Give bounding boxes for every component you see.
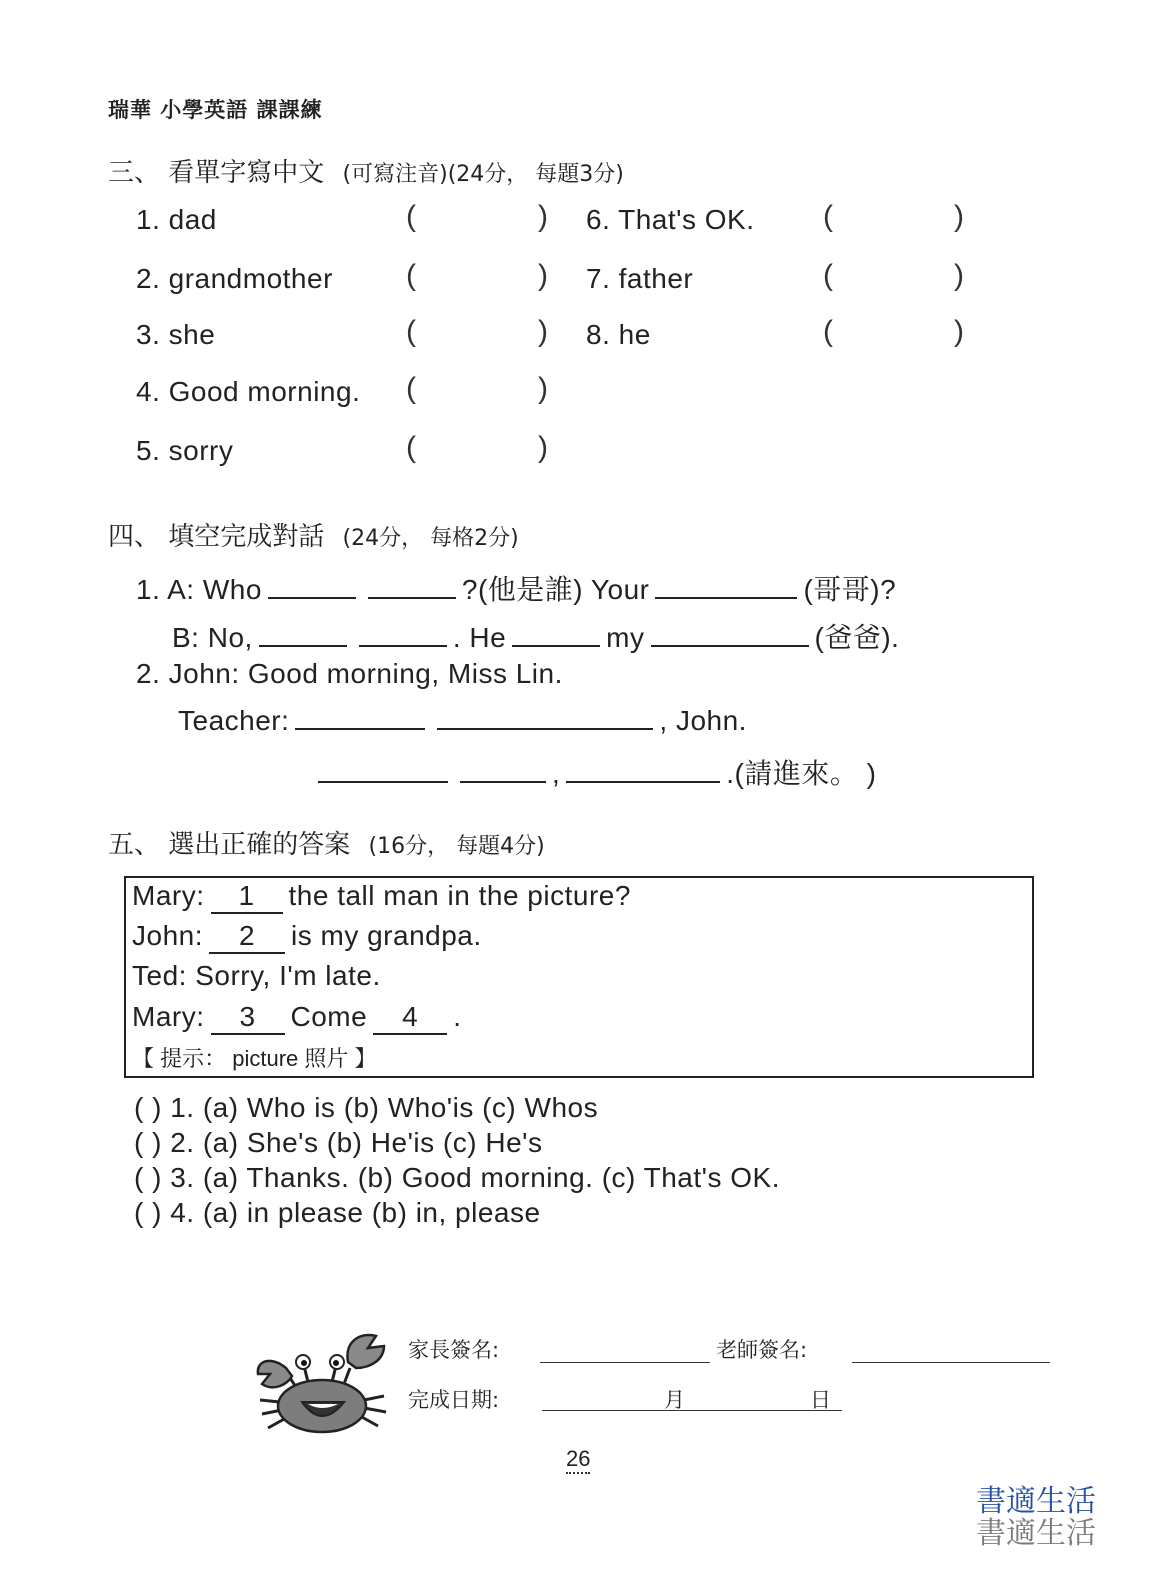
numbered-blank: 3 xyxy=(211,1001,285,1035)
fill-blank[interactable] xyxy=(259,621,347,647)
s4-q1-b-prefix: B: No, xyxy=(172,622,253,653)
s4-q1-b-suffix: (爸爸). xyxy=(814,622,900,653)
s3-item-8: 8. he xyxy=(586,319,651,350)
s3-item-6: 6. That's OK. xyxy=(586,204,755,235)
page-number: 26 xyxy=(566,1446,590,1474)
s4-q2-suffix: .(請進來。 ) xyxy=(726,758,877,789)
parent-signature-label: 家長簽名: xyxy=(408,1338,500,1362)
dialog-line-1 xyxy=(132,880,631,914)
answer-paren-open-3[interactable]: ( xyxy=(406,315,416,348)
section5-title: 五、 選出正確的答案 xyxy=(108,830,351,860)
section4-heading xyxy=(108,516,519,553)
dialog-text: . xyxy=(453,1001,462,1032)
teacher-signature-line[interactable] xyxy=(852,1362,1050,1363)
dialog-line-4 xyxy=(132,1001,461,1035)
answer-paren-open-2[interactable]: ( xyxy=(406,259,416,292)
fill-blank[interactable] xyxy=(295,704,425,730)
watermark-line-2: 書適生活 xyxy=(976,1516,1096,1551)
s4-q1-a-suffix: (哥哥)? xyxy=(803,574,897,605)
speaker: John: xyxy=(132,920,203,951)
fill-blank[interactable] xyxy=(655,573,797,599)
section4-note: (24分， 每格2分) xyxy=(342,526,519,551)
s3-item-4: 4. Good morning. xyxy=(136,376,361,407)
speaker: Mary: xyxy=(132,880,205,911)
section4-title: 四、 填空完成對話 xyxy=(108,522,325,552)
fill-blank[interactable] xyxy=(318,757,448,783)
fill-blank[interactable] xyxy=(460,757,546,783)
dialog-line-3: Ted: Sorry, I'm late. xyxy=(132,960,381,991)
day-label: 日 xyxy=(810,1388,831,1412)
section3-note: (可寫注音)(24分， 每題3分) xyxy=(342,162,624,187)
section3-title: 三、 看單字寫中文 xyxy=(108,158,325,188)
answer-paren-open-8[interactable]: ( xyxy=(823,315,833,348)
answer-paren-open-4[interactable]: ( xyxy=(406,372,416,405)
s4-q1-line-b xyxy=(172,616,899,656)
fill-blank[interactable] xyxy=(359,621,447,647)
teacher-signature-label: 老師簽名: xyxy=(716,1338,808,1362)
answer-paren-close-8: ) xyxy=(954,315,964,348)
s4-q2-line: 2. John: Good morning, Miss Lin. xyxy=(136,658,563,689)
dialog-text: is my grandpa. xyxy=(291,920,482,951)
fill-blank[interactable] xyxy=(368,573,456,599)
answer-paren-close-6: ) xyxy=(954,200,964,233)
crab-illustration xyxy=(252,1330,392,1434)
dialog-text: the tall man in the picture? xyxy=(288,880,631,911)
s3-item-2: 2. grandmother xyxy=(136,263,333,294)
s4-q2-teacher-line xyxy=(178,704,747,737)
s3-item-3: 3. she xyxy=(136,319,216,350)
s4-q1-b-my: my xyxy=(606,622,645,653)
book-title: 瑞華 小學英語 課課練 xyxy=(108,97,323,122)
s3-item-1: 1. dad xyxy=(136,204,217,235)
month-label: 月 xyxy=(664,1388,685,1412)
answer-paren-close-7: ) xyxy=(954,259,964,292)
s4-q2-last-line xyxy=(312,752,877,792)
numbered-blank: 2 xyxy=(209,920,285,954)
answer-paren-close-4: ) xyxy=(538,372,548,405)
dialog-hint: 【 提示： picture 照片 】 xyxy=(132,1046,377,1071)
s3-item-7: 7. father xyxy=(586,263,694,294)
mc-question-2[interactable]: ( ) 2. (a) She's (b) He'is (c) He's xyxy=(134,1127,543,1158)
section5-note: (16分， 每題4分) xyxy=(368,834,545,859)
fill-blank[interactable] xyxy=(651,621,809,647)
answer-paren-open-1[interactable]: ( xyxy=(406,200,416,233)
answer-paren-close-1: ) xyxy=(538,200,548,233)
s4-q2-teacher: Teacher: xyxy=(178,705,290,736)
numbered-blank: 4 xyxy=(373,1001,447,1035)
s3-item-5: 5. sorry xyxy=(136,435,234,466)
watermark-line-1: 書適生活 xyxy=(976,1484,1096,1519)
answer-paren-open-7[interactable]: ( xyxy=(823,259,833,292)
s4-q1-line-a xyxy=(136,568,896,608)
s4-q2-comma: , xyxy=(552,758,561,789)
s4-q1-a-mid: ?(他是誰) Your xyxy=(461,574,650,605)
fill-blank[interactable] xyxy=(512,621,600,647)
answer-paren-close-5: ) xyxy=(538,431,548,464)
mc-question-1[interactable]: ( ) 1. (a) Who is (b) Who'is (c) Whos xyxy=(134,1092,599,1123)
speaker: Mary: xyxy=(132,1001,205,1032)
section5-heading xyxy=(108,824,545,861)
answer-paren-close-3: ) xyxy=(538,315,548,348)
fill-blank[interactable] xyxy=(566,757,720,783)
dialog-line-2 xyxy=(132,920,482,954)
mc-question-3[interactable]: ( ) 3. (a) Thanks. (b) Good morning. (c) That's OK. xyxy=(134,1162,781,1193)
s4-q1-a-prefix: 1. A: Who xyxy=(136,574,262,605)
completion-date-label: 完成日期: xyxy=(408,1388,500,1412)
answer-paren-open-5[interactable]: ( xyxy=(406,431,416,464)
s4-q1-b-he: . He xyxy=(452,622,507,653)
answer-paren-close-2: ) xyxy=(538,259,548,292)
fill-blank[interactable] xyxy=(268,573,356,599)
s4-q2-john: , John. xyxy=(659,705,747,736)
completion-date-line[interactable] xyxy=(542,1410,842,1411)
fill-blank[interactable] xyxy=(437,704,653,730)
mc-question-4[interactable]: ( ) 4. (a) in please (b) in, please xyxy=(134,1197,541,1228)
dialog-text: Come xyxy=(290,1001,368,1032)
parent-signature-line[interactable] xyxy=(540,1362,710,1363)
section3-heading xyxy=(108,152,624,189)
numbered-blank: 1 xyxy=(211,880,283,914)
answer-paren-open-6[interactable]: ( xyxy=(823,200,833,233)
